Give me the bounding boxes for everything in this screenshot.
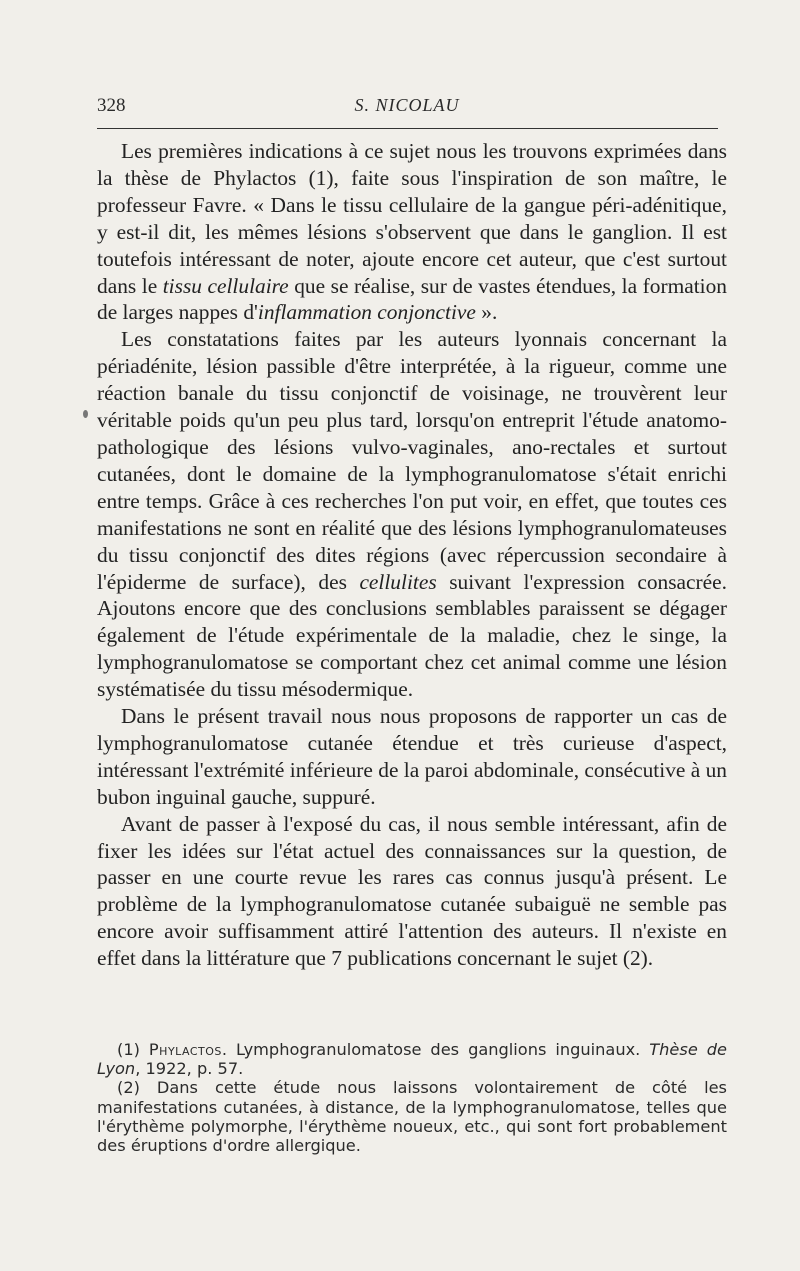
paragraph-1 — [97, 138, 727, 326]
main-text — [97, 138, 727, 972]
page-number: 328 — [97, 95, 126, 116]
footnote-1 — [97, 1040, 727, 1078]
ink-speck — [83, 410, 88, 418]
emphasis: tissu cellulaire — [162, 273, 289, 298]
emphasis: cellulites — [359, 569, 437, 594]
text-run: Les premières indications à ce sujet nous les trouvons exprimées dans la thèse de Phylactos (1), faite sous l'inspiration de son maître, le professeur Favre. « Dans le tissu cellulaire de la gangue péri-adénitique, y est-il dit, les mêmes lésions s'observent que dans le ganglion. Il est toutefois intéressant de noter, ajoute encore cet auteur, que c'est surtout dans le — [97, 139, 727, 298]
text-run: Les constatations faites par les auteurs lyonnais concernant la périadénite, lésion passible d'être interprétée, à la rigueur, comme une réaction banale du tissu conjonctif de voisinage, ne trouvèrent leur véritable poids qu'un peu plus tard, lorsqu'on entreprit l'étude anatomo-pathologique des lésions vulvo-vaginales, ano-rectales et surtout cutanées, dont le domaine de la lymphogranulomatose s'était enrichi entre temps. Grâce à ces recherches l'on put voir, en effet, que toutes ces manifestations ne sont en réalité que des lésions lymphogranulomateuses du tissu conjonctif des dites régions (avec répercussion secondaire à l'épiderme de surface), des — [97, 327, 727, 594]
paragraph-3: Dans le présent travail nous nous proposons de rapporter un cas de lymphogranulomatose cutanée étendue et très curieuse d'aspect, intéressant l'extrémité inférieure de la paroi abdominale, consécutive à un bubon inguinal gauche, suppuré. — [97, 704, 727, 809]
paragraph-2 — [97, 326, 727, 703]
text-run: que se réalise, sur de vastes étendues, la formation de larges nappes d' — [97, 273, 727, 325]
footnote-number: (1) — [117, 1040, 149, 1059]
page-header — [97, 95, 717, 123]
footnote-author: Phylactos — [148, 1040, 222, 1059]
footnotes — [97, 1040, 727, 1155]
footnote-2: (2) Dans cette étude nous laissons volontairement de côté les manifestations cutanées, à distance, de la lymphogranulomatose, telles que l'érythème polymorphe, l'érythème noueux, etc., qui sont fort probablement des éruptions d'ordre allergique. — [97, 1078, 727, 1156]
footnote-title: Thèse de Lyon — [97, 1040, 727, 1079]
paragraph-4: Avant de passer à l'exposé du cas, il nous semble intéressant, afin de fixer les idées sur l'état actuel des connaissances sur la question, de passer en une courte revue les rares cas connus jusqu'à présent. Le problème de la lymphogranulomatose cutanée subaiguë ne semble pas encore avoir suffisamment attiré l'attention des auteurs. Il n'existe en effet dans la littérature que 7 publications concernant le sujet (2). — [97, 811, 727, 971]
emphasis: inflammation conjonctive — [257, 300, 476, 325]
text-run: . Lymphogranulomatose des ganglions inguinaux. — [221, 1040, 650, 1059]
text-run: suivant l'expression consacrée. Ajoutons encore que des conclusions semblables paraissent se dégager également de l'étude expérimentale de la maladie, chez le singe, la lymphogranulomatose se comportant chez cet animal comme une lésion systématisée du tissu mésodermique. — [97, 569, 727, 702]
text-run: , 1922, p. 57. — [135, 1059, 244, 1079]
header-rule — [97, 128, 718, 129]
text-run: ». — [475, 300, 498, 325]
running-head: S. NICOLAU — [354, 95, 460, 115]
